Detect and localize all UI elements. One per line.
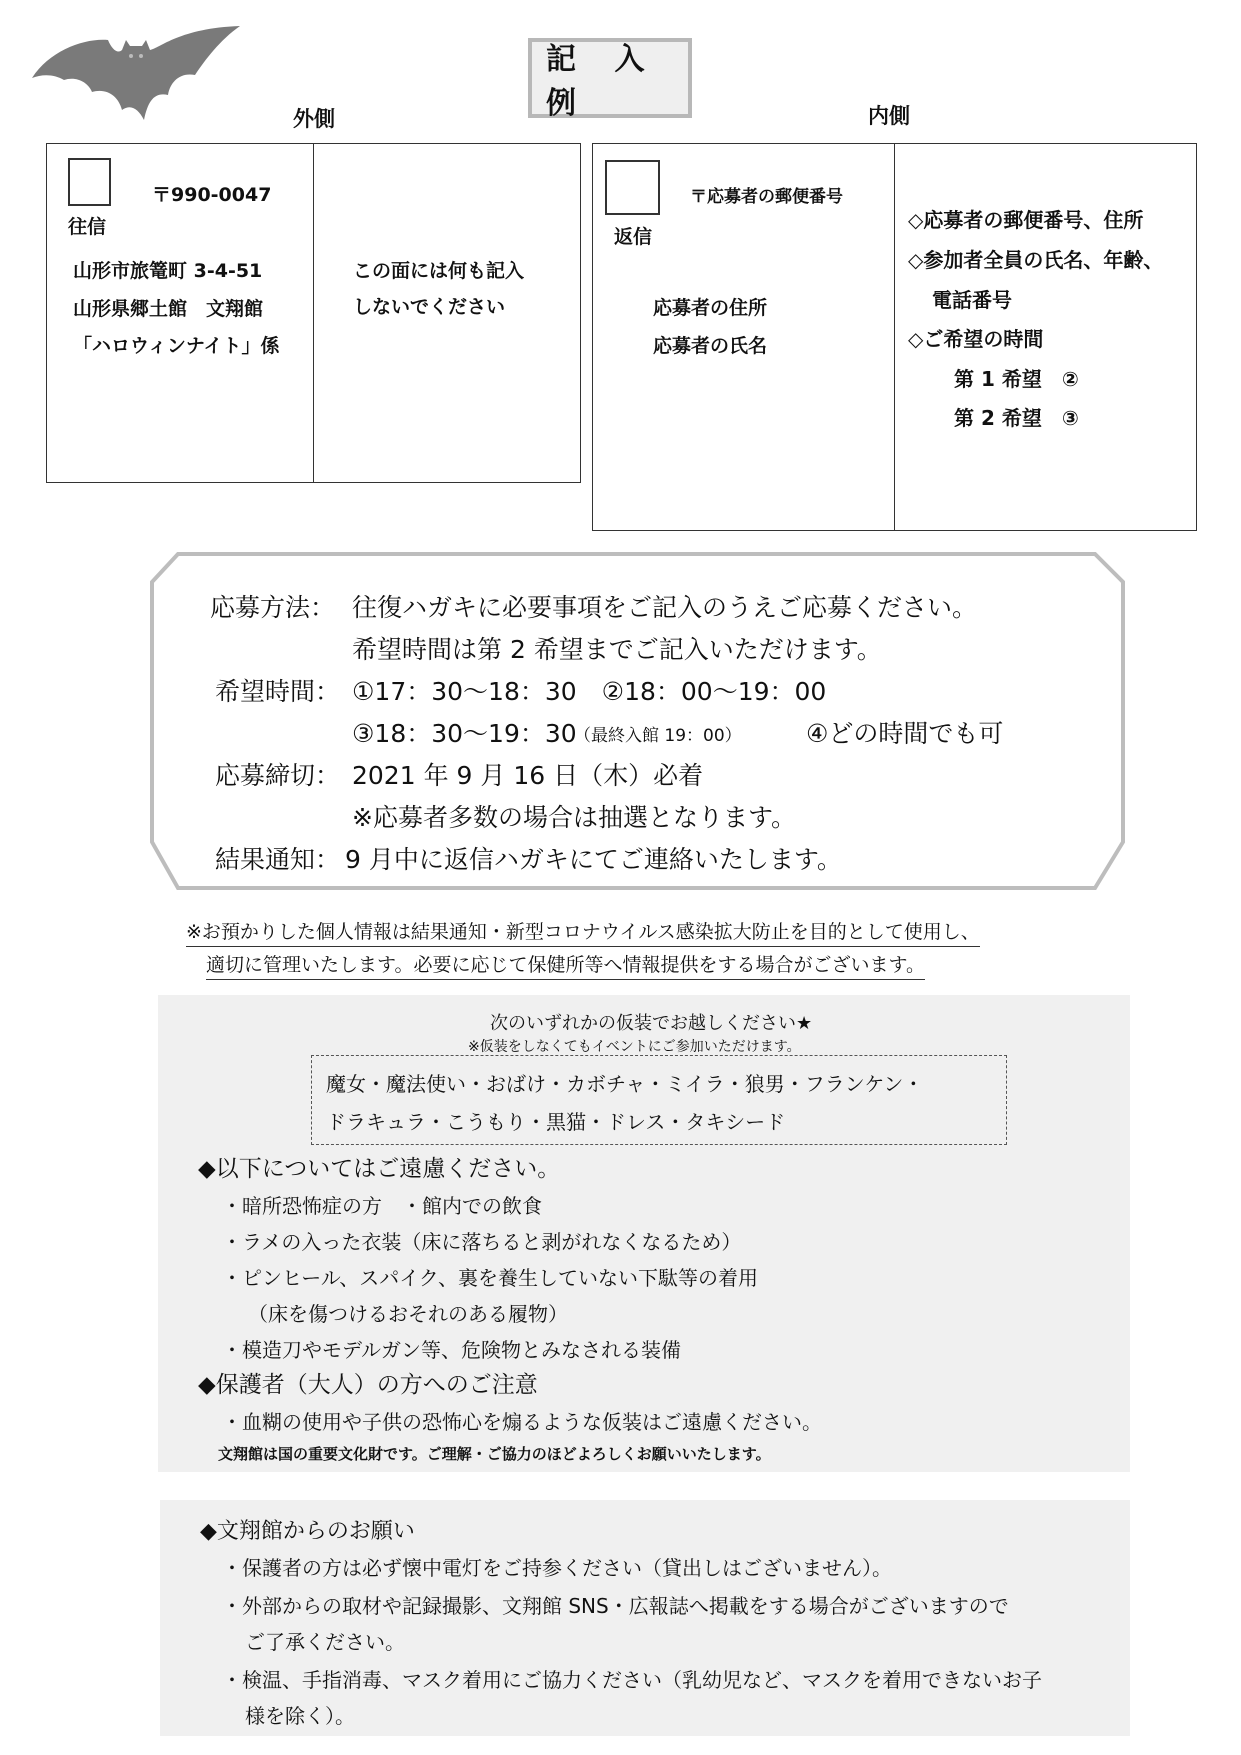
time-option-3: ③18：30〜19：30 [352, 719, 577, 748]
refrain-item: ・ピンヒール、スパイク、裏を養生していない下駄等の着用 [222, 1266, 758, 1290]
reply-label: 返信 [614, 226, 653, 248]
deadline-label: 応募締切： [215, 761, 341, 790]
blank-note-line: しないでください [353, 296, 506, 318]
costume-list-line: 魔女・魔法使い・おばけ・カボチャ・ミイラ・狼男・フランケン・ [326, 1072, 924, 1096]
last-entry-note: （最終入館 19：00） [574, 726, 742, 746]
bat-illustration [30, 20, 240, 125]
outgoing-label: 往信 [68, 216, 107, 238]
result-label: 結果通知： [215, 845, 341, 874]
request-item: ・保護者の方は必ず懐中電灯をご持参ください（貸出しはございません）。 [222, 1556, 892, 1580]
deadline-text: 2021 年 9 月 16 日（木）必着 [352, 761, 704, 790]
blank-note-line: この面には何も記入 [353, 260, 525, 282]
costume-heading: 次のいずれかの仮装でお越しください★ [490, 1013, 813, 1034]
refrain-heading: ◆以下についてはご遠慮ください。 [198, 1156, 561, 1182]
request-item: ご了承ください。 [245, 1630, 405, 1654]
request-item: 様を除く）。 [245, 1704, 355, 1728]
result-text: 9 月中に返信ハガキにてご連絡いたします。 [345, 845, 842, 874]
inside-item: ◇応募者の郵便番号、住所 [908, 208, 1144, 232]
inside-address-line: 応募者の住所 [653, 297, 768, 319]
outside-address-line: 「ハロウィンナイト」係 [73, 335, 280, 357]
refrain-item: ・暗所恐怖症の方 ・館内での飲食 [222, 1194, 542, 1218]
request-item: ・外部からの取材や記録撮影、文翔館 SNS・広報誌へ掲載をする場合がございますので [222, 1594, 1009, 1618]
refrain-item: （床を傷つけるおそれのある履物） [248, 1302, 568, 1326]
time-option-4: ④どの時間でも可 [806, 719, 1004, 748]
method-text: 往復ハガキに必要事項をご記入のうえご応募ください。 [352, 593, 978, 622]
outside-postal-code: 〒990-0047 [152, 184, 272, 206]
request-heading: ◆文翔館からのお願い [200, 1519, 415, 1544]
inside-item: ◇ご希望の時間 [908, 327, 1044, 351]
privacy-notice-line: ※お預かりした個人情報は結果通知・新型コロナウイルス感染拡大防止を目的として使用し、 [186, 917, 980, 947]
guardian-item: ・血糊の使用や子供の恐怖心を煽るような仮装はご遠慮ください。 [222, 1410, 822, 1434]
privacy-notice-line: 適切に管理いたします。必要に応じて保健所等へ情報提供をする場合がございます。 [206, 950, 925, 980]
inside-item: 第 2 希望 ③ [954, 406, 1079, 430]
inside-address-line: 応募者の氏名 [653, 335, 768, 357]
costume-list-line: ドラキュラ・こうもり・黒猫・ドレス・タキシード [326, 1110, 786, 1134]
method-label: 応募方法： [210, 593, 336, 622]
outside-address-line: 山形県郷土館 文翔館 [73, 298, 264, 320]
inside-postal-code: 〒応募者の郵便番号 [690, 187, 843, 207]
outside-label: 外側 [293, 107, 335, 131]
method-text-2: 希望時間は第 2 希望までご記入いただけます。 [352, 635, 882, 664]
inside-item: 電話番号 [932, 288, 1012, 312]
stamp-box [68, 158, 111, 206]
inside-item: 第 1 希望 ② [954, 367, 1079, 391]
outside-card-divider [313, 143, 314, 483]
time-options-1: ①17：30〜18：30 ②18：00〜19：00 [352, 677, 827, 706]
stamp-box [605, 160, 660, 215]
request-item: ・検温、手指消毒、マスク着用にご協力ください（乳幼児など、マスクを着用できないお子 [222, 1668, 1042, 1692]
inside-item: ◇参加者全員の氏名、年齢、 [908, 248, 1164, 272]
refrain-item: ・模造刀やモデルガン等、危険物とみなされる装備 [222, 1338, 681, 1362]
time-label: 希望時間： [215, 677, 341, 706]
inside-card-divider [894, 143, 895, 531]
deadline-note: ※応募者多数の場合は抽選となります。 [352, 803, 796, 832]
cultural-property-note: 文翔館は国の重要文化財です。ご理解・ご協力のほどよろしくお願いいたします。 [218, 1445, 771, 1463]
inside-label: 内側 [868, 104, 910, 128]
outside-address-line: 山形市旅篭町 3-4-51 [73, 260, 263, 282]
page-title: 記 入 例 [528, 38, 692, 118]
guardian-heading: ◆保護者（大人）の方へのご注意 [198, 1372, 538, 1398]
refrain-item: ・ラメの入った衣装（床に落ちると剥がれなくなるため） [222, 1230, 742, 1254]
costume-subnote: ※仮装をしなくてもイベントにご参加いただけます。 [468, 1039, 801, 1055]
